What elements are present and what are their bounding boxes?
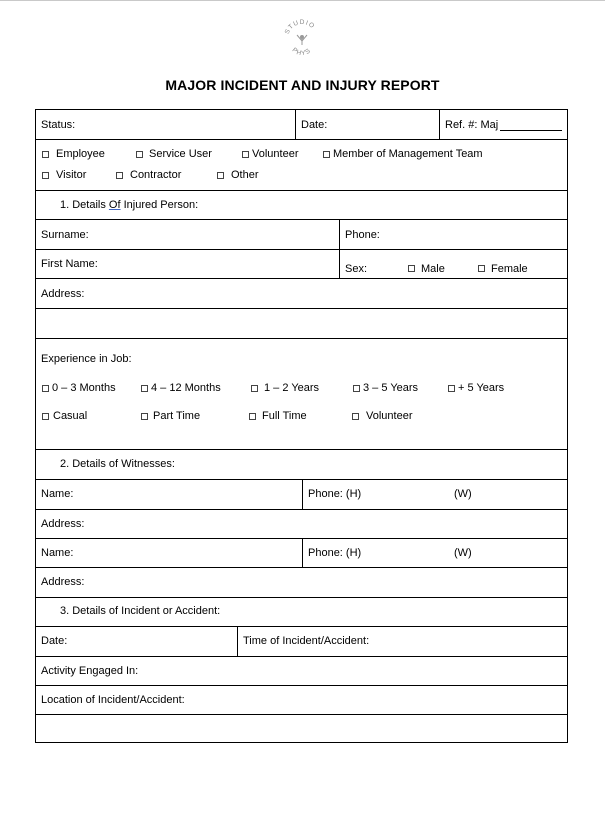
section1-heading: 1. Details Of Injured Person: <box>60 199 199 211</box>
full-time-label: Full Time <box>262 410 307 422</box>
employee-checkbox[interactable] <box>42 151 49 158</box>
female-checkbox[interactable] <box>478 265 485 272</box>
first-name-label: First Name: <box>41 258 98 270</box>
svg-text:PHYS: PHYS <box>290 46 313 58</box>
volunteer-exp-checkbox[interactable] <box>352 413 359 420</box>
exp-5-plus-years-checkbox[interactable] <box>448 385 455 392</box>
contractor-checkbox[interactable] <box>116 172 123 179</box>
part-time-label: Part Time <box>153 410 201 422</box>
witness2-address-label: Address: <box>41 576 85 588</box>
activity-label: Activity Engaged In: <box>41 665 139 677</box>
exp-4-12-months-checkbox[interactable] <box>141 385 148 392</box>
exp-1-2-years-label: 1 – 2 Years <box>264 382 320 394</box>
management-team-label: Member of Management Team <box>333 148 483 160</box>
svg-text:STUDIO: STUDIO <box>283 18 317 36</box>
witness2-name-label: Name: <box>41 547 74 559</box>
volunteer-role-label: Volunteer <box>252 148 299 160</box>
section2-heading: 2. Details of Witnesses: <box>60 458 175 470</box>
employee-label: Employee <box>56 148 105 160</box>
phone-label: Phone: <box>345 229 380 241</box>
status-label: Status: <box>41 119 76 131</box>
surname-label: Surname: <box>41 229 89 241</box>
volunteer-role-checkbox[interactable] <box>242 151 249 158</box>
exp-4-12-months-label: 4 – 12 Months <box>151 382 221 394</box>
injured-address-label: Address: <box>41 288 85 300</box>
witness1-work-label: (W) <box>454 488 472 500</box>
casual-checkbox[interactable] <box>42 413 49 420</box>
other-label: Other <box>231 169 259 181</box>
studio-phys-logo <box>282 18 322 58</box>
male-checkbox[interactable] <box>408 265 415 272</box>
part-time-checkbox[interactable] <box>141 413 148 420</box>
exp-1-2-years-checkbox[interactable] <box>251 385 258 392</box>
exp-0-3-months-label: 0 – 3 Months <box>52 382 116 394</box>
visitor-checkbox[interactable] <box>42 172 49 179</box>
service-user-checkbox[interactable] <box>136 151 143 158</box>
witness2-work-label: (W) <box>454 547 472 559</box>
exp-3-5-years-label: 3 – 5 Years <box>363 382 419 394</box>
casual-label: Casual <box>53 410 88 422</box>
visitor-label: Visitor <box>56 169 87 181</box>
volunteer-exp-label: Volunteer <box>366 410 413 422</box>
injury-report-form <box>35 109 568 743</box>
page-top-border <box>0 0 605 1</box>
ref-label: Ref. #: Maj <box>445 119 499 131</box>
location-label: Location of Incident/Accident: <box>41 694 185 706</box>
exp-5-plus-years-label: + 5 Years <box>458 382 505 394</box>
full-time-checkbox[interactable] <box>249 413 256 420</box>
male-label: Male <box>421 263 445 275</box>
service-user-label: Service User <box>149 148 212 160</box>
experience-label: Experience in Job: <box>41 353 132 365</box>
witness1-address-label: Address: <box>41 518 85 530</box>
date-label: Date: <box>301 119 328 131</box>
exp-3-5-years-checkbox[interactable] <box>353 385 360 392</box>
management-team-checkbox[interactable] <box>323 151 330 158</box>
ref-underline <box>500 130 562 131</box>
sex-label: Sex: <box>345 263 368 275</box>
incident-time-label: Time of Incident/Accident: <box>243 635 370 647</box>
document-title: MAJOR INCIDENT AND INJURY REPORT <box>165 77 440 93</box>
exp-0-3-months-checkbox[interactable] <box>42 385 49 392</box>
section3-heading: 3. Details of Incident or Accident: <box>60 605 221 617</box>
other-checkbox[interactable] <box>217 172 224 179</box>
witness1-phone-label: Phone: (H) <box>308 488 362 500</box>
witness2-phone-label: Phone: (H) <box>308 547 362 559</box>
female-label: Female <box>491 263 528 275</box>
contractor-label: Contractor <box>130 169 182 181</box>
incident-date-label: Date: <box>41 635 68 647</box>
witness1-name-label: Name: <box>41 488 74 500</box>
